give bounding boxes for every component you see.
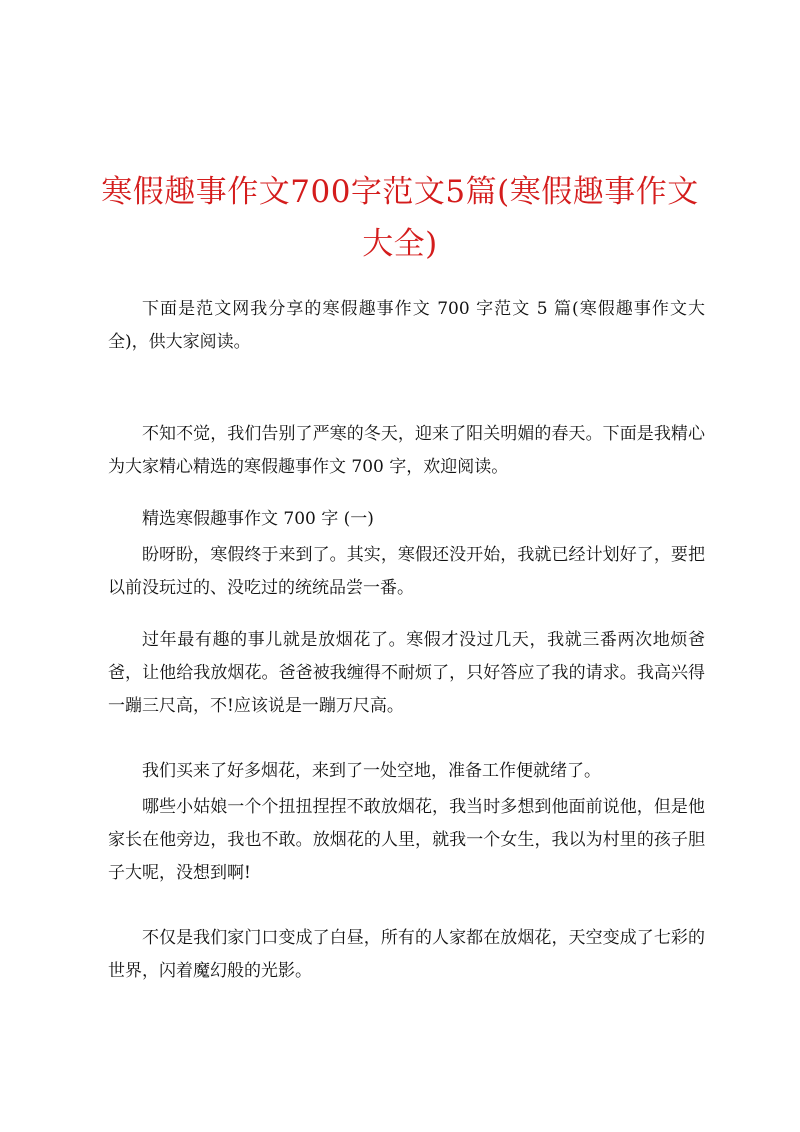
paragraph-intro: 下面是范文网我分享的寒假趣事作文 700 字范文 5 篇(寒假趣事作文大全)，供大家阅读。 [108, 299, 705, 352]
paragraph-2: 过年最有趣的事儿就是放烟花了。寒假才没过几天，我就三番两次地烦爸爸，让他给我放烟花。爸爸被我缠得不耐烦了，只好答应了我的请求。我高兴得一蹦三尺高，不!应该说是一蹦万尺高。 [108, 630, 705, 716]
document-title: 寒假趣事作文700字范文5篇(寒假趣事作文大全) [101, 174, 699, 262]
paragraph-3: 我们买来了好多烟花，来到了一处空地，准备工作便就绪了。 [142, 761, 601, 781]
paragraph-5: 不仅是我们家门口变成了白昼，所有的人家都在放烟花，天空变成了七彩的世界，闪着魔幻般的光影。 [108, 928, 705, 981]
paragraph-4: 哪些小姑娘一个个扭扭捏捏不敢放烟花，我当时多想到他面前说他，但是他家长在他旁边，我也不敢。放烟花的人里，就我一个女生，我以为村里的孩子胆子大呢，没想到啊! [108, 797, 705, 883]
paragraph-opening: 不知不觉，我们告别了严寒的冬天，迎来了阳关明媚的春天。下面是我精心为大家精心精选的寒假趣事作文 700 字，欢迎阅读。 [108, 424, 705, 477]
paragraph-1: 盼呀盼，寒假终于来到了。其实，寒假还没开始，我就已经计划好了，要把以前没玩过的、没吃过的统统品尝一番。 [108, 545, 705, 598]
section-heading: 精选寒假趣事作文 700 字 (一) [142, 509, 374, 529]
